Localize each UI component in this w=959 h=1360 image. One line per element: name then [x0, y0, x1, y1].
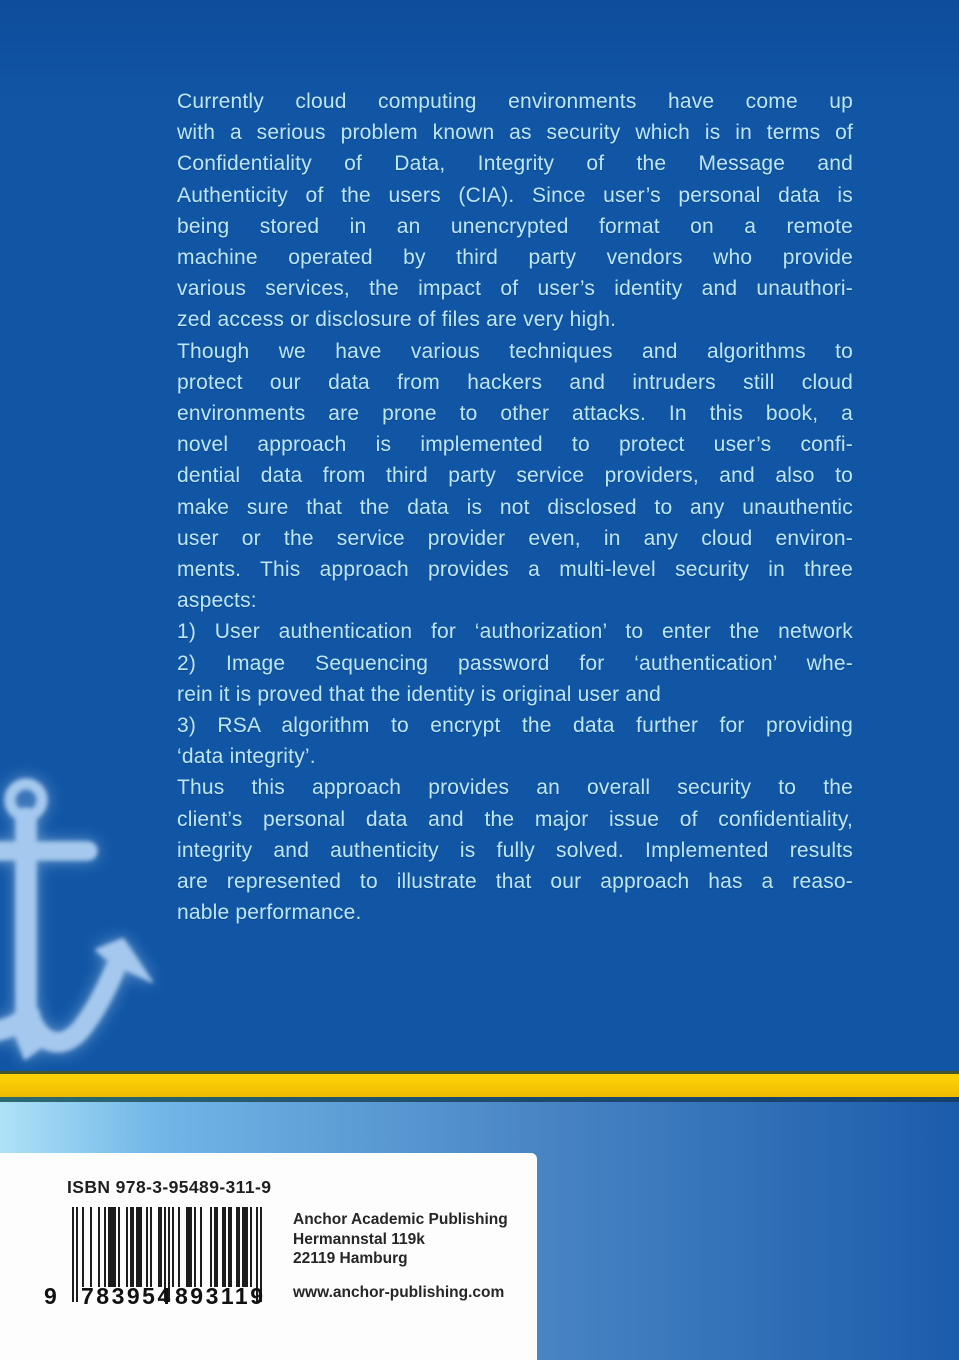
barcode-bar	[224, 1207, 226, 1287]
barcode-bar	[72, 1207, 74, 1302]
barcode-bar	[146, 1207, 148, 1287]
barcode-bar	[76, 1207, 78, 1302]
synopsis-line: Though we have various techniques and algorithms to	[177, 339, 853, 363]
synopsis-line: make sure that the data is not disclosed to any unauthentic	[177, 495, 853, 519]
publisher-block	[293, 1210, 508, 1302]
barcode-bar	[230, 1207, 232, 1287]
synopsis-line: zed access or disclosure of files are very high.	[177, 308, 617, 332]
barcode-bar	[98, 1207, 100, 1287]
synopsis-line: Thus this approach provides an overall security to the	[177, 776, 853, 800]
synopsis-line: user or the service provider even, in any cloud environ-	[177, 526, 853, 550]
barcode-bar	[178, 1207, 180, 1287]
synopsis-line: nable performance.	[177, 901, 362, 925]
barcode-digits-left: 783954	[81, 1283, 173, 1309]
synopsis-line: environments are prone to other attacks. In this book, a	[177, 402, 853, 426]
barcode-bar	[190, 1207, 192, 1287]
barcode-bar	[82, 1207, 84, 1287]
synopsis-line: 1) User authentication for ‘authorization’ to enter the network	[177, 620, 853, 644]
barcode-bar	[118, 1207, 120, 1287]
barcode-bar	[194, 1207, 196, 1287]
barcode	[72, 1207, 262, 1357]
synopsis-line: are represented to illustrate that our approach has a reaso-	[177, 870, 853, 894]
barcode-bar	[238, 1207, 240, 1287]
synopsis-line: 3) RSA algorithm to encrypt the data further for providing	[177, 714, 853, 738]
anchor-icon	[0, 762, 230, 1082]
synopsis-line: client’s personal data and the major issue of confidentiality,	[177, 807, 853, 831]
synopsis-text	[177, 86, 853, 928]
barcode-bar	[216, 1207, 218, 1287]
synopsis-line: machine operated by third party vendors who provide	[177, 246, 853, 270]
barcode-bar	[90, 1207, 92, 1287]
synopsis-line: dential data from third party service providers, and also to	[177, 464, 853, 488]
synopsis-line: 2) Image Sequencing password for ‘authentication’ whe-	[177, 651, 853, 675]
publisher-street: Hermannstal 119k	[293, 1230, 425, 1248]
synopsis-line: Currently cloud computing environments have come up	[177, 90, 853, 113]
publisher-name: Anchor Academic Publishing	[293, 1211, 508, 1228]
barcode-bar	[132, 1207, 134, 1287]
synopsis-line: aspects:	[177, 589, 257, 613]
synopsis-line: ments. This approach provides a multi-level security in three	[177, 558, 853, 582]
synopsis-line: novel approach is implemented to protect user’s confi-	[177, 433, 853, 457]
synopsis-line: protect our data from hackers and intruders still cloud	[177, 370, 853, 394]
isbn-label: ISBN 978-3-95489-311-9	[67, 1177, 272, 1197]
synopsis-line: being stored in an unencrypted format on a remote	[177, 214, 853, 238]
barcode-bar	[140, 1207, 142, 1287]
synopsis-line: with a serious problem known as security which is in terms of	[177, 121, 853, 145]
synopsis-line: integrity and authenticity is fully solved. Implemented results	[177, 838, 853, 862]
barcode-bar	[160, 1207, 162, 1287]
barcode-bar	[246, 1207, 248, 1287]
synopsis-line: Authenticity of the users (CIA). Since user’s personal data is	[177, 183, 853, 207]
barcode-bar	[250, 1207, 252, 1287]
publisher-website: www.anchor-publishing.com	[293, 1283, 505, 1301]
isbn-card	[0, 1153, 537, 1360]
synopsis-line: rein it is proved that the identity is original user and	[177, 682, 661, 706]
synopsis-line: Confidentiality of Data, Integrity of the Message and	[177, 152, 853, 176]
publisher-city: 22119 Hamburg	[293, 1250, 408, 1267]
barcode-digits-right: 893119	[175, 1283, 266, 1309]
barcode-bar	[114, 1207, 116, 1287]
barcode-bar	[210, 1207, 212, 1287]
synopsis-line: ‘data integrity’.	[177, 745, 316, 769]
barcode-digit-lead: 9	[44, 1283, 57, 1309]
barcode-bar	[104, 1207, 106, 1287]
synopsis-line: various services, the impact of user’s identity and unauthori-	[177, 277, 853, 301]
yellow-stripe	[0, 1074, 959, 1097]
barcode-bar	[150, 1207, 152, 1287]
barcode-bar	[172, 1207, 174, 1287]
barcode-bar	[200, 1207, 202, 1287]
barcode-bar	[126, 1207, 128, 1287]
